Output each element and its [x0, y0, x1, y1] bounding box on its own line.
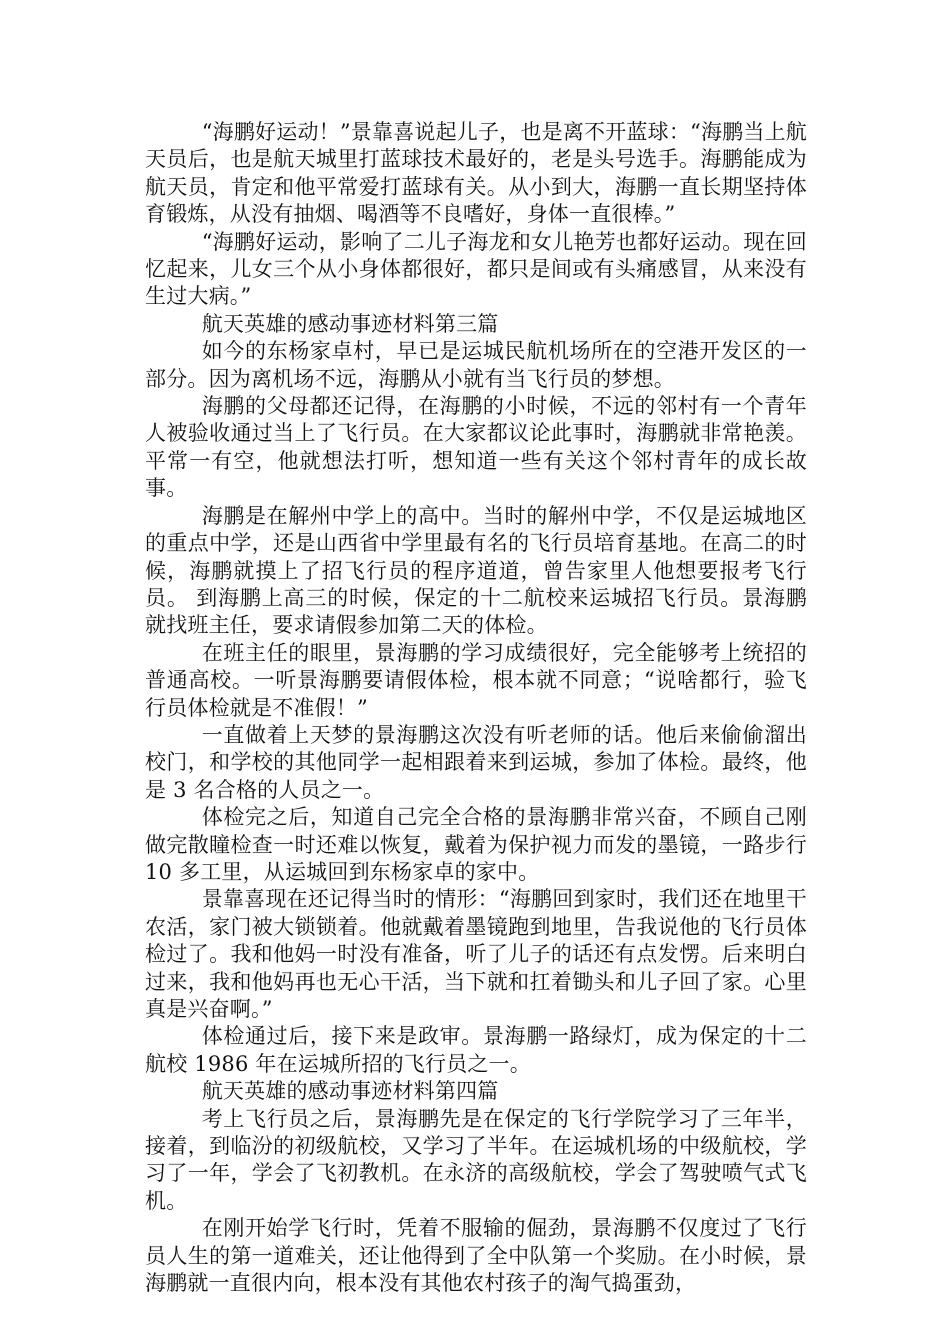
- paragraph: 体检完之后，知道自己完全合格的景海鹏非常兴奋，不顾自己刚做完散瞳检查一时还难以恢复，戴着为保护视力而发的墨镜，一路步行 10 多工里，从运城回到东杨家卓的家中。: [145, 805, 807, 884]
- paragraph: 海鹏是在解州中学上的高中。当时的解州中学，不仅是运城地区的重点中学，还是山西省中学里最有名的飞行员培育基地。在高二的时候，海鹏就摸上了招飞行员的程序道道，曾告家里人他想要报考飞行员。 到海鹏上高三的时候，保定的十二航校来运城招飞行员。景海鹏就找班主任，要求请假参加第二天的体检。: [145, 503, 807, 638]
- paragraph: 海鹏的父母都还记得，在海鹏的小时候，不远的邻村有一个青年人被验收通过当上了飞行员。在大家都议论此事时，海鹏就非常艳羡。平常一有空，他就想法打听，想知道一些有关这个邻村青年的成长故事。: [145, 394, 807, 501]
- section-heading: 航天英雄的感动事迹材料第三篇: [201, 311, 499, 336]
- paragraph: 在班主任的眼里，景海鹏的学习成绩很好，完全能够考上统招的普通高校。一听景海鹏要请假体检，根本就不同意；“说啥都行，验飞行员体检就是不准假！”: [145, 640, 807, 720]
- paragraph: “海鹏好运动，影响了二儿子海龙和女儿艳芳也都好运动。现在回忆起来，儿女三个从小身体都很好，都只是间或有头痛感冒，从来没有生过大病。”: [145, 229, 807, 309]
- paragraph: 体检通过后，接下来是政审。景海鹏一路绿灯，成为保定的十二航校 1986 年在运城所招的飞行员之一。: [145, 1024, 807, 1076]
- article-body: [145, 119, 807, 1297]
- section-heading: 航天英雄的感动事迹材料第四篇: [201, 1079, 499, 1104]
- paragraph: 一直做着上天梦的景海鹏这次没有听老师的话。他后来偷偷溜出校门，和学校的其他同学一起相跟着来到运城，参加了体检。最终，他是 3 名合格的人员之一。: [145, 722, 807, 802]
- paragraph: 景靠喜现在还记得当时的情形：“海鹏回到家时，我们还在地里干农活，家门被大锁锁着。他就戴着墨镜跑到地里，告我说他的飞行员体检过了。我和他妈一时没有准备，听了儿子的话还有点发愣。后来明白过来，我和他妈再也无心干活，当下就和扛着锄头和儿子回了家。心里真是兴奋啊。”: [145, 887, 807, 1021]
- paragraph: 如今的东杨家卓村，早已是运城民航机场所在的空港开发区的一部分。因为离机场不远，海鹏从小就有当飞行员的梦想。: [145, 339, 807, 391]
- paragraph: “海鹏好运动！”景靠喜说起儿子，也是离不开蓝球：“海鹏当上航天员后，也是航天城里打蓝球技术最好的，老是头号选手。海鹏能成为航天员，肯定和他平常爱打蓝球有关。从小到大，海鹏一直长期坚持体育锻炼，从没有抽烟、喝酒等不良嗜好，身体一直很棒。”: [145, 120, 807, 227]
- paragraph: 考上飞行员之后，景海鹏先是在保定的飞行学院学习了三年半，接着，到临汾的初级航校，又学习了半年。在运城机场的中级航校，学习了一年，学会了飞初教机。在永济的高级航校，学会了驾驶喷气式飞机。: [145, 1106, 807, 1213]
- paragraph: 在刚开始学飞行时，凭着不服输的倔劲，景海鹏不仅度过了飞行员人生的第一道难关，还让他得到了全中队第一个奖励。在小时候，景海鹏就一直很内向，根本没有其他农村孩子的淘气捣蛋劲，: [145, 1216, 807, 1296]
